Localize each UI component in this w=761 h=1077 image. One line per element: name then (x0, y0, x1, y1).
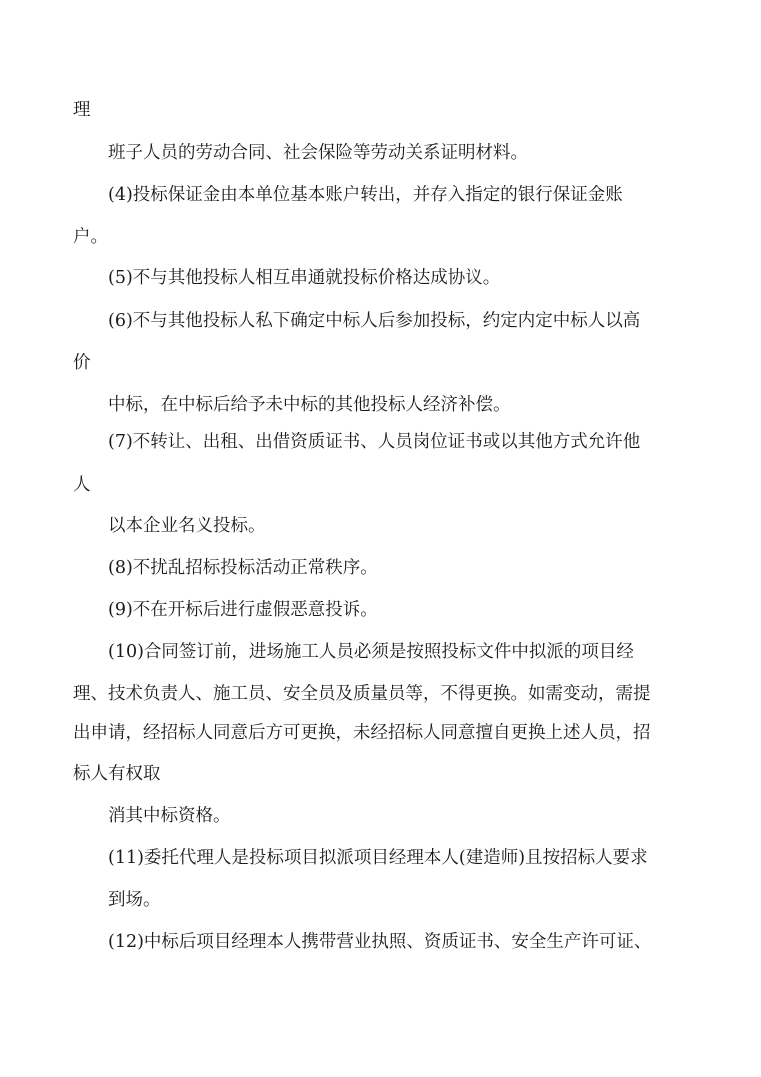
text-line: (10)合同签订前，进场施工人员必须是按照投标文件中拟派的项目经 (108, 642, 634, 662)
text-line: 人 (73, 475, 91, 495)
text-line: 班子人员的劳动合同、社会保险等劳动关系证明材料。 (108, 143, 528, 163)
text-line: 出申请，经招标人同意后方可更换，未经招标人同意擅自更换上述人员，招 (73, 723, 651, 743)
text-line: 理、技术负责人、施工员、安全员及质量员等，不得更换。如需变动，需提 (73, 684, 651, 704)
text-line: (5)不与其他投标人相互串通就投标价格达成协议。 (108, 268, 501, 288)
text-line: 标人有权取 (73, 764, 161, 784)
text-line: 以本企业名义投标。 (108, 516, 266, 536)
text-line: 理 (73, 100, 91, 120)
text-line: (8)不扰乱招标投标活动正常秩序。 (108, 558, 378, 578)
text-line: 价 (73, 353, 91, 373)
text-line: 户。 (73, 227, 108, 247)
text-line: (6)不与其他投标人私下确定中标人后参加投标，约定内定中标人以高 (108, 311, 641, 331)
text-line: (9)不在开标后进行虚假恶意投诉。 (108, 600, 378, 620)
text-line: (12)中标后项目经理本人携带营业执照、资质证书、安全生产许可证、 (108, 932, 652, 952)
text-line: (4)投标保证金由本单位基本账户转出，并存入指定的银行保证金账 (108, 185, 623, 205)
text-line: 消其中标资格。 (108, 806, 231, 826)
text-line: (7)不转让、出租、出借资质证书、人员岗位证书或以其他方式允许他 (108, 432, 641, 452)
text-line: (11)委托代理人是投标项目拟派项目经理本人(建造师)且按招标人要求 (108, 848, 648, 868)
text-line: 中标，在中标后给予未中标的其他投标人经济补偿。 (108, 395, 511, 415)
text-line: 到场。 (108, 890, 161, 910)
